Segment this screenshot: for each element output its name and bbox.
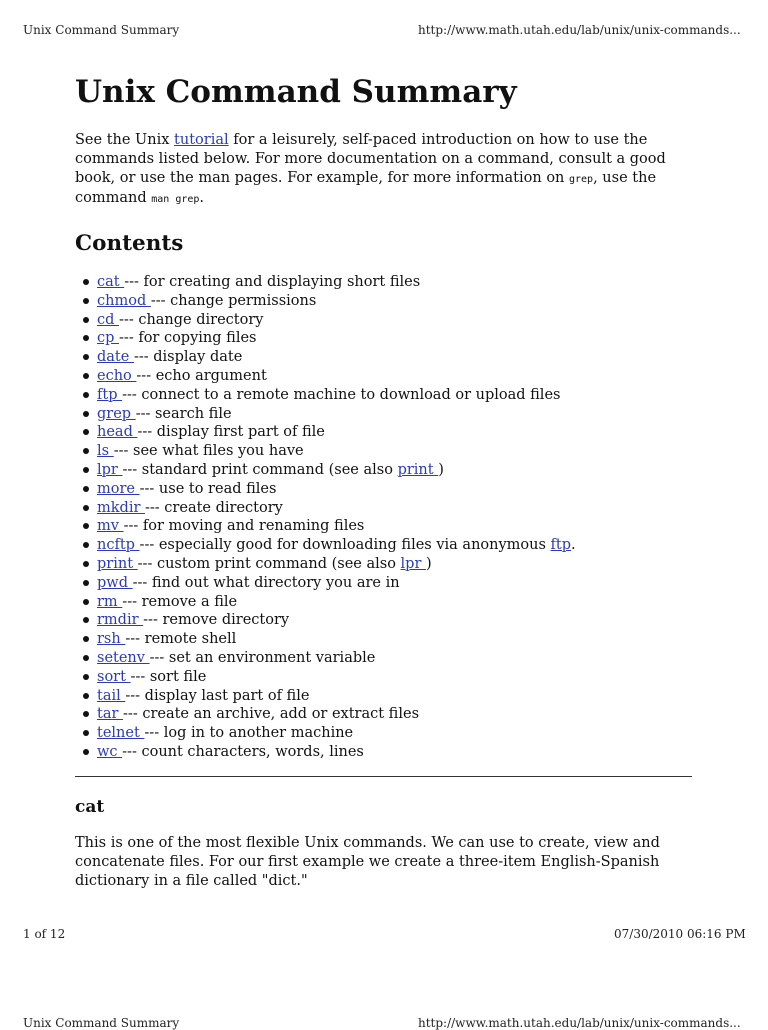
command-link[interactable]: mv: [97, 518, 124, 535]
contents-item: [97, 593, 692, 612]
print-datetime: 07/30/2010 06:16 PM: [614, 927, 746, 941]
contents-item: [97, 630, 692, 649]
command-link[interactable]: ls: [97, 443, 114, 460]
command-description: --- connect to a remote machine to download or upload files: [122, 386, 561, 403]
command-description: --- display date: [133, 349, 243, 366]
contents-item: [97, 348, 692, 367]
contents-item: [97, 705, 692, 724]
bullet-icon: [83, 542, 89, 548]
command-link[interactable]: chmod: [97, 292, 151, 309]
next-page-header-title: Unix Command Summary: [23, 1016, 180, 1030]
bullet-icon: [83, 674, 89, 680]
command-description: --- display last part of file: [125, 687, 310, 704]
bullet-icon: [83, 599, 89, 605]
page-content: [75, 72, 692, 891]
intro-text: for a leisurely, self-paced introduction on how to use the commands listed below. For more documentation on a command, consult a good book, or use the man pages. For example, for more information on: [75, 132, 666, 186]
command-description-end: .: [571, 537, 576, 554]
bullet-icon: [83, 617, 89, 623]
contents-item: [97, 292, 692, 311]
contents-item: [97, 480, 692, 499]
bullet-icon: [83, 317, 89, 323]
contents-item: [97, 687, 692, 706]
see-also-link[interactable]: ftp: [550, 537, 572, 554]
command-description: --- remove directory: [143, 612, 290, 629]
command-link[interactable]: cd: [97, 311, 120, 328]
bullet-icon: [83, 655, 89, 661]
command-link[interactable]: pwd: [97, 574, 133, 591]
contents-item: [97, 499, 692, 518]
command-link[interactable]: tar: [97, 706, 124, 723]
see-also-link[interactable]: lpr: [400, 555, 427, 572]
command-link[interactable]: rsh: [97, 631, 126, 648]
command-description: --- create an archive, add or extract files: [123, 706, 420, 723]
bullet-icon: [83, 505, 89, 511]
bullet-icon: [83, 392, 89, 398]
contents-item: [97, 555, 692, 574]
contents-item: [97, 724, 692, 743]
bullet-icon: [83, 711, 89, 717]
intro-paragraph: [75, 131, 692, 209]
bullet-icon: [83, 373, 89, 379]
bullet-icon: [83, 561, 89, 567]
cat-paragraph: This is one of the most flexible Unix commands. We can use to create, view and concatenate files. For our first example we create a three-item English-Spanish dictionary in a file called "dict.": [75, 834, 660, 889]
command-link[interactable]: tail: [97, 687, 126, 704]
contents-list: [75, 273, 692, 762]
intro-text: .: [199, 190, 205, 206]
next-page-header-url: http://www.math.utah.edu/lab/unix/unix-commands...: [418, 1016, 741, 1030]
command-description: --- find out what directory you are in: [132, 574, 400, 591]
header-title: Unix Command Summary: [23, 23, 180, 37]
command-link[interactable]: sort: [97, 668, 131, 685]
contents-item: [97, 536, 692, 555]
command-description: --- custom print command (see also: [137, 555, 401, 572]
page-number: 1 of 12: [23, 927, 66, 941]
command-link[interactable]: ncftp: [97, 537, 140, 554]
command-description: --- use to read files: [139, 480, 277, 497]
command-link[interactable]: print: [97, 555, 138, 572]
bullet-icon: [83, 486, 89, 492]
see-also-link[interactable]: print: [397, 461, 439, 478]
contents-item: [97, 273, 692, 292]
bullet-icon: [83, 354, 89, 360]
section-divider: [75, 776, 692, 777]
bullet-icon: [83, 580, 89, 586]
intro-text: See the Unix: [75, 132, 175, 148]
contents-item: [97, 386, 692, 405]
command-description: --- standard print command (see also: [122, 461, 398, 478]
command-link[interactable]: echo: [97, 367, 137, 384]
contents-heading: Contents: [75, 231, 184, 256]
command-link[interactable]: more: [97, 480, 140, 497]
bullet-icon: [83, 335, 89, 341]
bullet-icon: [83, 279, 89, 285]
bullet-icon: [83, 693, 89, 699]
section-heading-cat: cat: [75, 796, 105, 817]
bullet-icon: [83, 636, 89, 642]
contents-item: [97, 405, 692, 424]
command-description: --- search file: [135, 405, 232, 422]
bullet-icon: [83, 523, 89, 529]
contents-item: [97, 423, 692, 442]
command-link[interactable]: wc: [97, 743, 123, 760]
contents-item: [97, 461, 692, 480]
intro-text: , use the command: [75, 170, 657, 206]
contents-item: [97, 743, 692, 762]
contents-item: [97, 668, 692, 687]
command-description: --- count characters, words, lines: [122, 743, 364, 760]
command-description: --- remove a file: [122, 593, 238, 610]
bullet-icon: [83, 411, 89, 417]
command-description: --- for creating and displaying short files: [124, 274, 421, 290]
bullet-icon: [83, 298, 89, 304]
command-description: --- change permissions: [150, 292, 317, 309]
bullet-icon: [83, 749, 89, 755]
contents-item: [97, 442, 692, 461]
command-link[interactable]: date: [97, 349, 134, 366]
inline-code-grep: grep: [569, 174, 594, 185]
command-description: --- log in to another machine: [144, 725, 354, 742]
command-description: --- sort file: [130, 668, 207, 685]
command-link[interactable]: head: [97, 424, 138, 441]
command-description: --- for copying files: [119, 330, 257, 347]
tutorial-link[interactable]: tutorial: [174, 132, 229, 148]
bullet-icon: [83, 448, 89, 454]
command-description: --- remote shell: [125, 631, 237, 648]
command-description: --- display first part of file: [137, 424, 325, 441]
command-link[interactable]: cp: [97, 330, 120, 347]
contents-item: [97, 649, 692, 668]
command-link[interactable]: telnet: [97, 725, 145, 742]
page-title: Unix Command Summary: [75, 74, 517, 110]
contents-item: [97, 311, 692, 330]
command-link[interactable]: cat: [97, 274, 125, 290]
header-url: http://www.math.utah.edu/lab/unix/unix-commands...: [418, 23, 741, 37]
command-link[interactable]: grep: [97, 405, 136, 422]
bullet-icon: [83, 730, 89, 736]
command-link[interactable]: lpr: [97, 461, 123, 478]
command-link[interactable]: setenv: [97, 649, 150, 666]
contents-item: [97, 367, 692, 386]
contents-item: [97, 611, 692, 630]
command-description-end: ): [438, 461, 444, 478]
contents-item: [97, 329, 692, 348]
command-link[interactable]: rmdir: [97, 612, 144, 629]
command-link[interactable]: mkdir: [97, 499, 145, 516]
contents-item: [97, 574, 692, 593]
bullet-icon: [83, 467, 89, 473]
command-description: --- create directory: [145, 499, 283, 516]
command-description: --- see what files you have: [113, 443, 304, 460]
command-description: --- especially good for downloading files via anonymous: [139, 537, 551, 554]
command-link[interactable]: rm: [97, 593, 123, 610]
command-description: --- for moving and renaming files: [123, 518, 365, 535]
command-description-end: ): [426, 555, 432, 572]
inline-code-man-grep: man grep: [151, 194, 200, 205]
command-link[interactable]: ftp: [97, 386, 123, 403]
command-description: --- echo argument: [136, 367, 267, 384]
command-description: --- change directory: [119, 311, 264, 328]
contents-item: [97, 517, 692, 536]
bullet-icon: [83, 429, 89, 435]
command-description: --- set an environment variable: [149, 649, 376, 666]
